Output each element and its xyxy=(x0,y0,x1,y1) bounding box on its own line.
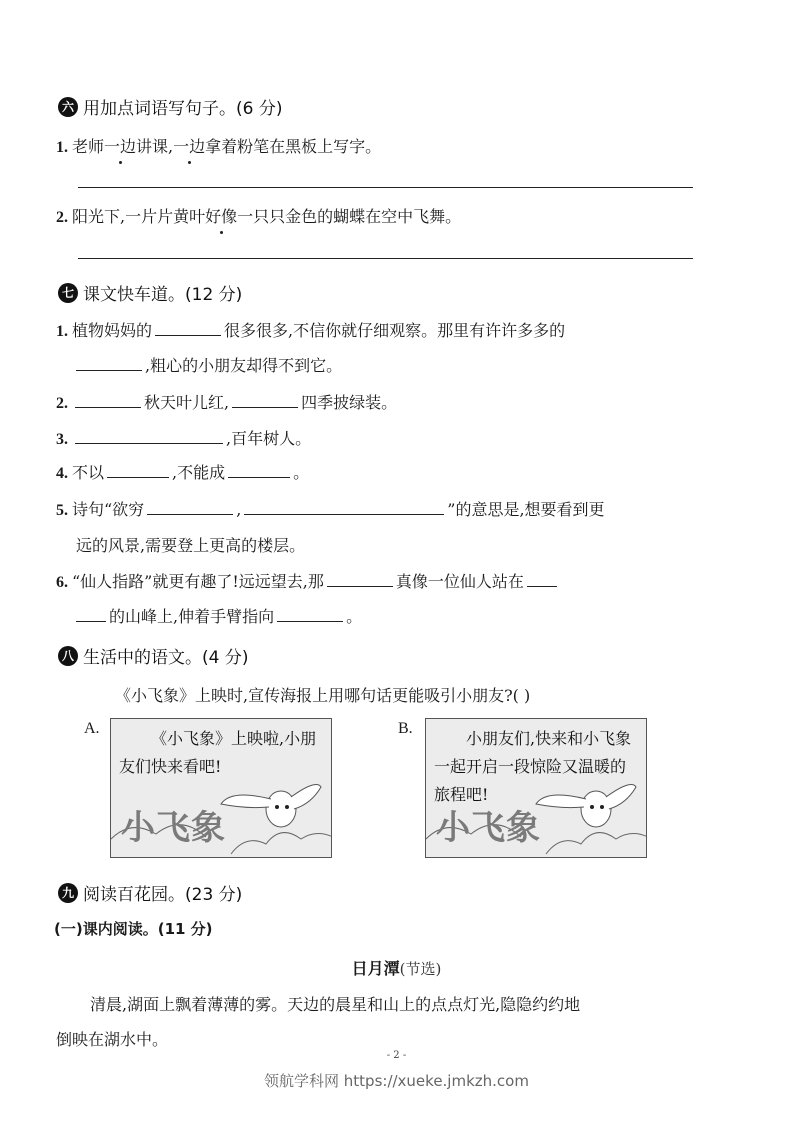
option-b-label[interactable]: B. xyxy=(398,720,413,737)
section-title: 生活中的语文。(4 分) xyxy=(83,648,249,668)
section-8-heading xyxy=(58,643,248,668)
fill-blank[interactable] xyxy=(155,334,221,336)
passage-title-row xyxy=(0,956,793,979)
question-7-1-cont: ,粗心的小朋友却得不到它。 xyxy=(76,353,342,376)
answer-line[interactable] xyxy=(78,258,693,259)
question-7-6: 6. “仙人指路”就更有趣了!远远望去,那 真像一位仙人站在 xyxy=(56,569,560,592)
section-title: 用加点词语写句子。(6 分) xyxy=(83,99,283,119)
fill-blank[interactable] xyxy=(327,585,393,587)
answer-line[interactable] xyxy=(78,187,693,188)
section-7-heading xyxy=(58,280,242,305)
section-number-badge: 九 xyxy=(58,883,78,903)
question-7-6-cont: 的山峰上,伸着手臂指向 。 xyxy=(76,604,362,627)
question-7-3: 3. ,百年树人。 xyxy=(56,429,312,448)
poster-title: 小飞象 xyxy=(121,808,226,848)
poster-slogan: 小朋友们,快来和小飞象一起开启一段惊险又温暖的旅程吧! xyxy=(434,729,632,804)
poster-title: 小飞象 xyxy=(436,808,541,848)
watermark: 领航学科网 https://xueke.jmkzh.com xyxy=(264,1072,529,1090)
section-9-heading xyxy=(58,880,242,905)
question-7-5-cont: 远的风景,需要登上更高的楼层。 xyxy=(76,536,306,555)
emphasis-word: 一边 xyxy=(104,137,137,156)
fill-blank[interactable] xyxy=(228,476,290,478)
fill-blank[interactable] xyxy=(147,513,233,515)
question-7-4: 4. 不以 ,不能成 。 xyxy=(56,463,310,482)
poster-slogan: 《小飞象》上映啦,小朋友们快来看吧! xyxy=(119,729,317,776)
passage-note: (节选) xyxy=(399,960,442,978)
passage-text: 清晨,湖面上飘着薄薄的雾。天边的晨星和山上的点点灯光,隐隐约约地 xyxy=(90,995,581,1014)
question-6-2: 2. 阳光下,一片片黄叶好像一只只金色的蝴蝶在空中飞舞。 xyxy=(56,207,462,226)
fill-blank[interactable] xyxy=(76,369,142,371)
poster-option-a[interactable] xyxy=(110,718,332,858)
fill-blank[interactable] xyxy=(75,406,141,408)
section-6-heading xyxy=(58,94,282,119)
emphasis-word: 一边 xyxy=(173,137,206,156)
fill-blank[interactable] xyxy=(527,585,557,587)
fill-blank[interactable] xyxy=(76,620,106,622)
emphasis-word: 好像 xyxy=(205,207,238,226)
section-title: 课文快车道。(12 分) xyxy=(83,285,243,305)
fill-blank[interactable] xyxy=(244,513,444,515)
option-a-label[interactable]: A. xyxy=(84,720,100,737)
page-number: - 2 - xyxy=(386,1050,407,1061)
passage-text: 倒映在湖水中。 xyxy=(56,1030,169,1049)
subsection-heading: (一)课内阅读。(11 分) xyxy=(54,920,213,938)
question-6-1: 1. 老师一边讲课,一边拿着粉笔在黑板上写字。 xyxy=(56,137,382,156)
question-7-2: 2. 秋天叶儿红, 四季披绿装。 xyxy=(56,393,398,412)
fill-blank[interactable] xyxy=(107,476,169,478)
question-8: 《小飞象》上映时,宣传海报上用哪句话更能吸引小朋友?( ) xyxy=(115,686,531,705)
poster-option-b[interactable] xyxy=(425,718,647,858)
section-number-badge: 六 xyxy=(58,97,78,117)
passage-title: 日月潭 xyxy=(351,959,400,978)
question-7-5: 5. 诗句“欲穷 , ”的意思是,想要看到更 xyxy=(56,500,605,519)
section-number-badge: 八 xyxy=(58,646,78,666)
fill-blank[interactable] xyxy=(277,620,343,622)
section-number-badge: 七 xyxy=(58,283,78,303)
fill-blank[interactable] xyxy=(75,442,223,444)
section-title: 阅读百花园。(23 分) xyxy=(83,885,243,905)
fill-blank[interactable] xyxy=(232,406,298,408)
question-7-1: 1. 植物妈妈的 很多很多,不信你就仔细观察。那里有许许多多的 xyxy=(56,321,566,340)
